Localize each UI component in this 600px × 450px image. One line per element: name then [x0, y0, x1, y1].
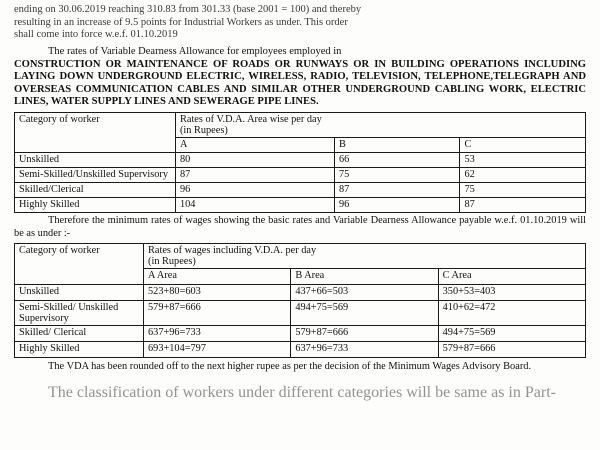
row-value-c: 579+87=666	[438, 342, 585, 358]
header-category: Category of worker	[15, 244, 144, 285]
header-area-b: B	[335, 137, 460, 152]
header-rates-line1: Rates of wages including V.D.A. per day	[148, 245, 317, 257]
row-value-b: 96	[335, 197, 460, 212]
header-area-a: A	[176, 137, 335, 152]
row-value-b: 494+75=569	[291, 301, 438, 326]
header-rates-line1: Rates of V.D.A. Area wise per day	[180, 113, 322, 125]
row-value-c: 494+75=569	[438, 326, 585, 342]
clipped-line-1: ending on 30.06.2019 reaching 310.83 from 301.33 (base 2001 = 100) and thereby	[14, 4, 362, 15]
clipped-top-paragraph	[14, 4, 586, 42]
row-value-a: 96	[176, 182, 335, 197]
clipped-line-2: resulting in an increase of 9.5 points for Industrial Workers as under. This order	[14, 16, 348, 28]
therefore-paragraph: Therefore the minimum rates of wages showing the basic rates and Variable Dearness Allowance payable w.e.f. 01.10.2019 will be as under :-	[14, 214, 586, 239]
row-category: Semi-Skilled/ Unskilled Supervisory	[15, 301, 144, 326]
row-value-a: 523+80=603	[144, 285, 291, 301]
table-row	[15, 167, 586, 182]
header-area-c: C Area	[438, 269, 585, 285]
table-row	[15, 197, 586, 212]
table-row	[15, 152, 586, 167]
row-value-b: 579+87=666	[291, 326, 438, 342]
row-value-a: 80	[176, 152, 335, 167]
row-value-c: 87	[460, 197, 586, 212]
row-value-a: 637+96=733	[144, 326, 291, 342]
header-area-a: A Area	[144, 269, 291, 285]
row-value-c: 62	[460, 167, 586, 182]
row-value-a: 87	[176, 167, 335, 182]
table-row	[15, 182, 586, 197]
header-area-c: C	[460, 137, 586, 152]
row-value-b: 66	[335, 152, 460, 167]
minimum-wages-table	[14, 243, 586, 358]
row-category: Skilled/Clerical	[15, 182, 176, 197]
row-value-b: 637+96=733	[291, 342, 438, 358]
row-category: Unskilled	[15, 152, 176, 167]
vda-rates-table	[14, 112, 586, 213]
table-header-row	[15, 112, 586, 137]
vda-rounding-paragraph: The VDA has been rounded off to the next higher rupee as per the decision of the Minimum Wages Advisory Board.	[48, 361, 532, 373]
table-header-row	[15, 244, 586, 269]
row-value-c: 350+53=403	[438, 285, 585, 301]
row-category: Highly Skilled	[15, 197, 176, 212]
table-row	[15, 285, 586, 301]
row-category: Semi-Skilled/Unskilled Supervisory	[15, 167, 176, 182]
row-category: Skilled/ Clerical	[15, 326, 144, 342]
header-category: Category of worker	[15, 112, 176, 152]
row-value-b: 87	[335, 182, 460, 197]
clipped-line-3: shall come into force w.e.f. 01.10.2019	[14, 29, 178, 41]
row-value-a: 693+104=797	[144, 342, 291, 358]
rates-intro-paragraph: The rates of Variable Dearness Allowance for employees employed in	[48, 45, 342, 57]
row-value-c: 53	[460, 152, 586, 167]
row-value-c: 75	[460, 182, 586, 197]
row-category: Unskilled	[15, 285, 144, 301]
header-rates	[144, 244, 586, 269]
table-row	[15, 301, 586, 326]
row-category: Highly Skilled	[15, 342, 144, 358]
row-value-b: 75	[335, 167, 460, 182]
table-row	[15, 326, 586, 342]
row-value-a: 104	[176, 197, 335, 212]
header-rates-line2: (in Rupees)	[148, 256, 196, 268]
header-rates	[176, 112, 586, 137]
header-area-b: B Area	[291, 269, 438, 285]
scheduled-employment-caps-block: CONSTRUCTION OR MAINTENANCE OF ROADS OR RUNWAYS OR IN BUILDING OPERATIONS INCLUDING LAYING DOWN UNDERGROUND ELECTRIC, WIRELESS, RADIO, TELEVISION, TELEPHONE,TELEGRAPH AND OVERSEAS COMMUNICATION CABLES AND SIMILAR OTHER UNDERGROUND CABLING WORK, ELECTRIC LINES, WATER SUPPLY LINES AND SEWERAGE PIPE LINES.	[14, 58, 586, 108]
header-rates-line2: (in Rupees)	[180, 124, 228, 136]
row-value-a: 579+87=666	[144, 301, 291, 326]
bottom-clipped-paragraph: The classification of workers under different categories will be same as in Part-	[48, 384, 556, 402]
table-row	[15, 342, 586, 358]
row-value-c: 410+62=472	[438, 301, 585, 326]
row-value-b: 437+66=503	[291, 285, 438, 301]
